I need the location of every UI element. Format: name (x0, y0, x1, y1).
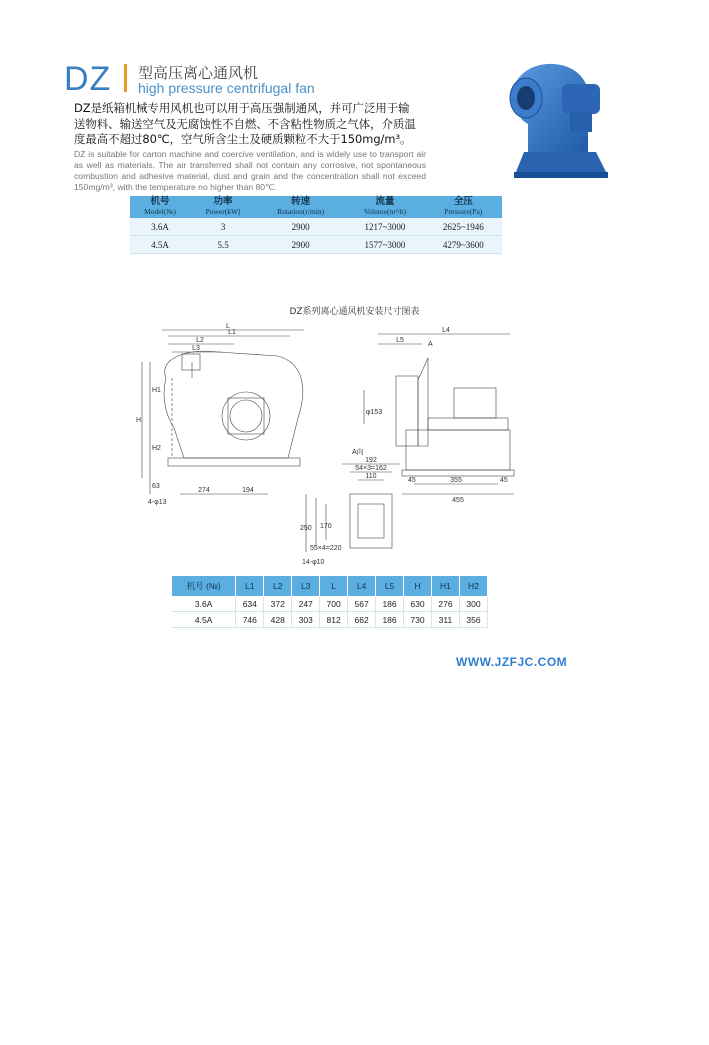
dim-194: 194 (242, 487, 254, 494)
dim-H2: H2 (152, 445, 161, 452)
dim-L2: L2 (196, 337, 204, 344)
view-A-label: A向 (352, 449, 364, 456)
installation-drawing (128, 318, 528, 574)
dim-phi153: φ153 (366, 409, 383, 416)
view-A-marker: A (428, 341, 433, 348)
description-chinese: DZ是纸箱机械专用风机也可以用于高压强制通风，并可广泛用于输送物料、输送空气及无腐蚀性不自燃、不含粘性物质之气体，介质温度最高不超过80℃，空气所含尘土及硬质颗粒不大于150mg/m³。 (74, 101, 416, 147)
dim-192: 192 (365, 457, 377, 464)
col-header: L (320, 576, 348, 596)
fan-product-image (496, 54, 612, 184)
dim-L3: L3 (192, 345, 200, 352)
dimension-table (172, 576, 488, 628)
dim-455: 455 (452, 497, 464, 504)
dim-220: 55×4=220 (310, 545, 342, 552)
dim-355: 355 (450, 477, 462, 484)
col-header: 全压 Pressure(Pa) (425, 196, 502, 218)
col-header: L5 (376, 576, 404, 596)
dim-L: L (226, 323, 230, 330)
title-english: high pressure centrifugal fan (138, 80, 315, 96)
col-header: 流量 Volume(m³/h) (345, 196, 425, 218)
col-header: 转速 Rotation(r/min) (256, 196, 345, 218)
col-header: L1 (236, 576, 264, 596)
col-header: L2 (264, 576, 292, 596)
col-header: L3 (292, 576, 320, 596)
dim-63: 63 (152, 483, 160, 490)
dim-45a: 45 (408, 477, 416, 484)
dim-110: 110 (365, 473, 377, 480)
col-header: 功率 Power(kW) (190, 196, 256, 218)
table-row: 4.5A 5.5 2900 1577~3000 4279~3600 (130, 236, 502, 254)
col-header: H (404, 576, 432, 596)
performance-table (130, 196, 502, 254)
dim-holes: 14-φ10 (302, 559, 325, 566)
dim-274: 274 (198, 487, 210, 494)
col-header: H1 (431, 576, 459, 596)
title-chinese: 型高压离心通风机 (138, 64, 259, 82)
col-header: H2 (459, 576, 487, 596)
website-link[interactable]: WWW.JZFJC.COM (456, 655, 568, 669)
table-row: 4.5A 746 428 303 812 662 186 730 311 356 (172, 612, 488, 628)
table-row: 3.6A 634 372 247 700 567 186 630 276 300 (172, 596, 488, 612)
model-code: DZ (64, 60, 112, 98)
col-header: 机号 Model(№) (130, 196, 190, 218)
dim-45b: 45 (500, 477, 508, 484)
dim-L1: L1 (228, 329, 236, 336)
dim-L4: L4 (442, 327, 450, 334)
col-header: 机号 (№) (172, 576, 236, 596)
dim-H1: H1 (152, 387, 161, 394)
dim-170: 170 (320, 523, 332, 530)
diagram-title: DZ系列离心通风机安装尺寸图表 (289, 307, 420, 317)
dim-162: 54×3=162 (355, 465, 387, 472)
col-header: L4 (348, 576, 376, 596)
dim-250: 250 (300, 525, 312, 532)
dim-H: H (136, 417, 142, 424)
dim-bolt: 4-φ13 (148, 499, 167, 506)
table-row: 3.6A 3 2900 1217~3000 2625~1946 (130, 218, 502, 236)
title-divider (124, 64, 127, 92)
description-english: DZ is suitable for carton machine and coercive ventilation, and is widely use to transport air as well as materials. The air transferred shall not contain any corrosive, not spontaneous combustion and adhesive material, dust and grain and the concentration shall not exceed 150mg/m³, with the temperature no higher than 80℃. (74, 149, 426, 192)
dim-L5: L5 (396, 337, 404, 344)
